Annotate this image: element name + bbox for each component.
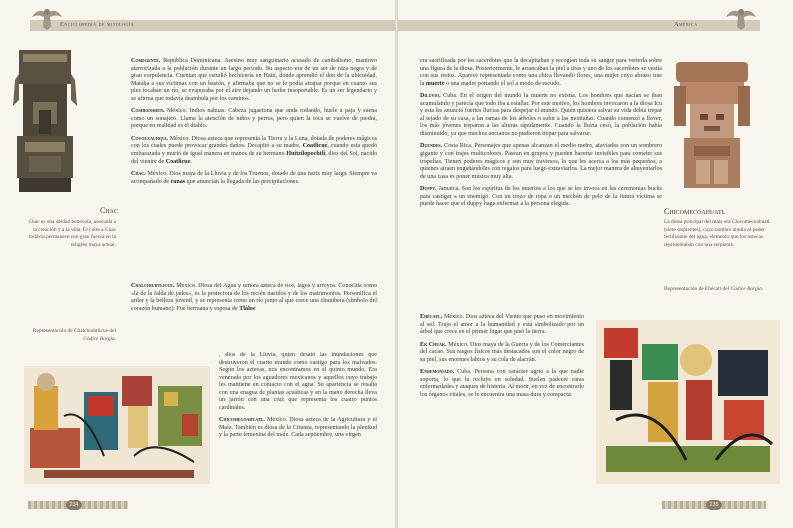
entry-text: , cuando esta quedó embarazada y murió de igual manera en manos de su hermano: [131, 143, 378, 158]
entry-term: Diluvio.: [420, 93, 441, 100]
entry-diluvio: [420, 93, 662, 138]
entry-text: era sacrificada por los sacerdotes que la decapitaban y recogían toda su sangre para verterla sobre una figura de la diosa. Posteriormente, le arrancaban la piel a tiras y uno de los sacerdotes se vestía con sus restos. Aparece representada como una chica llevando flores, una mujer cuyo abrazo trae la: [420, 58, 662, 87]
running-header: Enciclopedia de mitología: [60, 21, 135, 28]
entry-term: Ehécatl.: [420, 314, 443, 320]
entry-ref: Coatlicue: [302, 143, 328, 150]
left-text-column-3: [219, 352, 377, 495]
page-number: 234: [66, 500, 82, 510]
entry-duendes: [420, 143, 662, 181]
entry-term: Comegente.: [131, 58, 161, 64]
eagle-emblem-icon: [30, 3, 64, 31]
entry-comegente: [131, 58, 377, 103]
entry-text: que anuncian la llegada de las precipitaciones.: [185, 178, 300, 185]
caption-italic: Códice Borgia.: [730, 286, 764, 292]
entry-ek-chuak: [420, 342, 584, 365]
entry-term: Chicomecoahuatl.: [219, 417, 265, 424]
entry-term: Cosheenshen.: [131, 108, 165, 115]
entry-ref: ranas: [170, 178, 186, 185]
entry-cosheenshen: [131, 108, 377, 131]
entry-ref: Tláloc: [239, 305, 256, 312]
chac-statue-image: [5, 40, 85, 200]
entry-text: México. Diosa del Agua y señora azteca de ríos, lagos y arroyos. Conocida como «la de la falda de jades», es la protectora de los recién nacidos y de los matrimonios. Personifica el ardor y la belleza juvenil, y se representa como un río junto al que crece una chumbera (símbolo del corazón humano). Fue hermana y esposa de: [131, 283, 377, 312]
figure-title-chicomecoahuatl: Chicomecoahuatl: [664, 207, 726, 216]
left-text-column-2: [131, 283, 377, 353]
caption-text: Representación de Chalchiuhtlicue del: [32, 328, 116, 334]
left-page: [0, 0, 395, 528]
entry-text: Cuba. Persona con carácter agrio a la que nadie soporta, lo que la recluye en soledad. Suelen padecer raras enfermedades y ataques de histeria. Al morir, en vez de encontrarle los órganos vitales, se le encuentra una masa dura y compacta.: [420, 369, 584, 398]
entry-text: República Dominicana. Asesino muy sanguinario acusado de canibalismo, mantuvo aterrorizada a la población durante un largo período. Su aspecto era de un ser de raza negra y de gran corpulencia. Cuentan que estudió hechicería en Haití, donde aprendió el don de la ubicuidad. Mataba a sus víctimas con un bastón, y afirmaba que no se le podía atrapar porque en cuanto sus pies tocaban un río, se evaporaba por el aire dejando un hedor insoportable. Es un ser legendario y se afirma que todavía deambula por los caminos.: [131, 58, 377, 102]
entry-term: Chalchiuhtlicue.: [131, 283, 175, 289]
right-text-column-2: [420, 314, 584, 496]
entry-text: México. Dios maya de la Lluvia y de los Truenos, dotado de una nariz muy larga. Siempre va acompañado de: [131, 171, 377, 185]
caption-text: Representación de Ehécatl del: [664, 286, 731, 292]
entry-term: Ek Chuak.: [420, 341, 447, 348]
entry-endemoniado: [420, 369, 584, 399]
entry-text: .: [190, 158, 192, 165]
entry-chalchiuhtlicue-start: [131, 283, 377, 353]
entry-chalchiuhtlicue-cont: [219, 352, 377, 412]
entry-text: México. Indios nahuas. Cabeza jugaetona que anda rodando, huele a paja y suena como un sonajero. Llama la atención de niños y perros, pero quien la toca se vuelve de piedra, porque en realidad es el diablo.: [131, 108, 377, 130]
entry-text: Jamaica. Son los espíritus de los muertos a los que se les invoca en las ceremonias bucks para castigar a un enemigo. Con un trozo de ropa o un mechón de pelo de la futura víctima se puede hacer que el duppy haga enfermar a la persona elegida.: [420, 186, 662, 208]
running-header: América: [674, 21, 698, 28]
entry-ref: muerte: [425, 80, 445, 87]
entry-text: México. Diosa azteca que representa la Tierra y la Luna, dotada de poderes mágicos con los cuales puede provocar grandes daños. Decapitó a su madre,: [131, 135, 377, 150]
entry-text: Cuba. En el origen del mundo la muerte no existía. Los hombres que nacían se iban acumulando y parecía que todo iba a estallar. Por este motivo, los hombres invocaron a la diosa Icu y esta les anunció fuertes lluvias para despejar el mundo. Quien quisiera salvar su vida debía trepar al tejado de su casa, a las ramas de los árboles o subir a las montañas. Cuando comenzó a llover, los más jóvenes treparon a las alturas rápidamente. Cuando la lluvia cesó, la población había disminuido, ya que muchos ancianos no pudieron trepar para salvarse.: [420, 93, 662, 137]
eagle-emblem-icon: [724, 3, 758, 31]
ehecatl-codex-illustration: [596, 320, 780, 484]
chicomecoahuatl-statue-image: [666, 56, 758, 198]
entry-term: Coyolxauhqui.: [131, 135, 169, 142]
entry-coyolxauhqui: [131, 136, 377, 166]
entry-chicomecoahuatl-cont: [420, 58, 662, 88]
entry-text: México. Dios azteca del Viento que puso en movimiento al sol. Trajo el amor a la humanidad y está simbolizado por un árbol que crece en el primer lugar que pisó la tierra.: [420, 314, 584, 336]
right-page: [398, 0, 793, 528]
figure-caption-chicomecoahuatl: La diosa principal del maíz era Chicomecoahuatl (siete serpientes), cuyo nombre aludía al poder fertilizante del agua, elemento que los aztecas representaban con una serpiente.: [664, 219, 770, 248]
entry-term: Endemoniado.: [420, 369, 455, 376]
entry-text: México. Diosa azteca de la Agricultura y el Maíz. También es diosa de la Crianza, representando la plenitud y la parte femenina del maíz. Cada septiembre, una virgen: [219, 417, 377, 439]
entry-text: Costa Rica. Personajes que apenas alcanzan el medio metro, ataviados con un sombrero gigante y con trajes multicolores. Pasean en grupos y pueden hacerse invisibles para cometer sus tropelías. Tienen poderes mágicos y son muy traviesos, lo que les acerca a los más pequeños, a quienes atraen engañándoles con regalos para luego extraviarlos. La mejor manera de ahuyentarlos de una casa es poner música muy alta.: [420, 143, 662, 180]
entry-ref: Coatlicue: [165, 158, 191, 165]
header-band: [398, 20, 760, 31]
entry-term: Chac.: [131, 171, 146, 178]
entry-term: Duppy.: [420, 186, 437, 193]
entry-text: o una madre portando el sol a modo de escudo.: [444, 80, 561, 87]
entry-text: , dios de la Lluvia, quien desató las inundaciones que destruyeron el cuarto mundo como castigo para los malvados. Según los aztecas, nos encontramos en el quinto mundo. Era venerada por los aguadores mexicanos y aquellos cuyo trabajo les mantiene en contacto con el agua. Su apariencia se resalta con una enagua de plantas acuáticas y en la mano derecha lleva un jarrón con una cruz que representa los cuatro puntos cardinales.: [219, 352, 377, 411]
entry-term: Duendes.: [420, 143, 443, 150]
entry-ref: Huitzilopochtli: [286, 151, 326, 158]
caption-italic: Códice Borgia.: [83, 335, 116, 342]
figure-caption-chac: Chac es una deidad benévola, asociada a la creación y a la vida. El culto a Chac todavía permanece con gran fuerza en la religión maya actual.: [28, 219, 116, 248]
entry-chicomecoahuatl: [219, 417, 377, 440]
entry-text: México. Dios maya de la Guerra y de los Comerciantes del cacao. Sus rasgos físicos más destacados son el color negro de su piel, sus enormes labios y su cola de alacrán.: [420, 341, 585, 363]
entry-duppy: [420, 186, 662, 209]
entry-text: , dios del Sol, nacido del vientre de: [131, 151, 377, 165]
entry-chac: [131, 171, 377, 186]
figure-title-chac: Chac: [99, 206, 118, 215]
figure-caption-chalchiuhtlicue: [22, 328, 116, 343]
entry-ehecatl: [420, 314, 584, 337]
figure-caption-ehecatl: [664, 286, 768, 294]
page-number: 235: [706, 500, 722, 510]
